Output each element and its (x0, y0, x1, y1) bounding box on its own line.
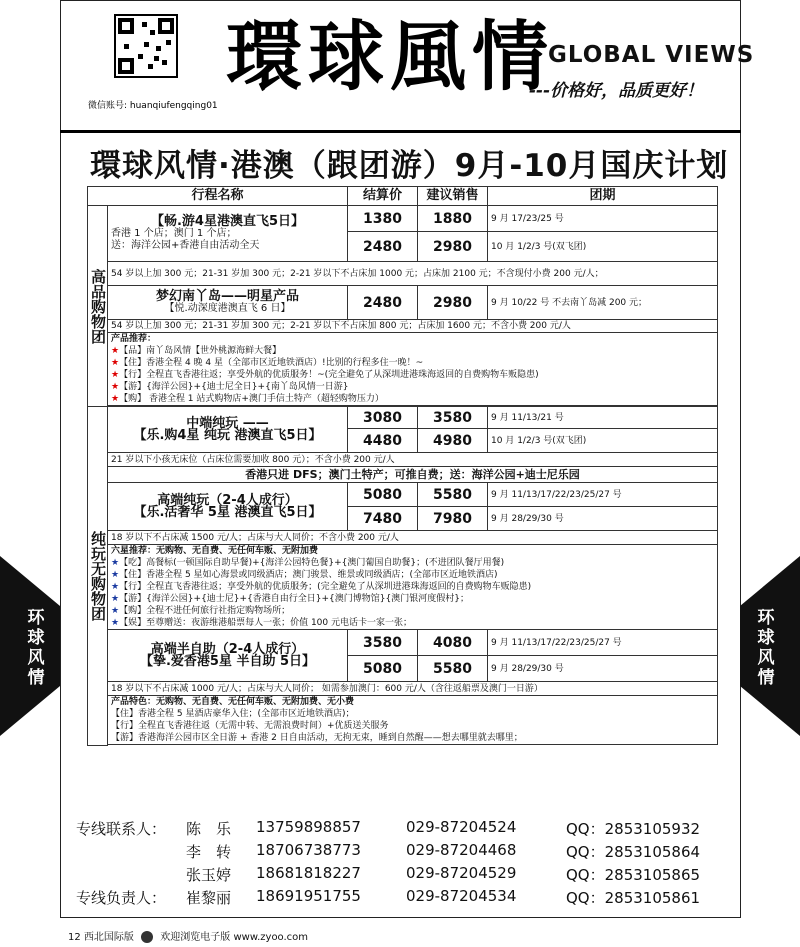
contact-role: 专线负责人： (76, 889, 167, 907)
tour-dates: 9 月 11/13/17/22/23/25/27 号 (488, 483, 718, 507)
page-footer (68, 928, 308, 943)
contact-qq[interactable]: QQ：2853105865 (566, 866, 701, 884)
tour-dates: 9 月 10/22 号 不去南丫岛减 200 元； (488, 286, 718, 320)
contact-phone[interactable]: 029-87204534 (406, 887, 517, 905)
retail-price: 3580 (418, 407, 488, 429)
tour-dates: 9 月 17/23/25 号 (488, 206, 718, 232)
feature-heading: 产品推荐： (111, 334, 157, 344)
feature-item: 【游】{海洋公园}+{迪士尼}+{香港自由行全日}+{澳门博物馆}{澳门银河度假村}； (119, 594, 469, 604)
tour-dates: 9 月 28/29/30 号 (488, 656, 718, 682)
feature-item: 【行】全程直飞香港往返；享受外航的优质服务；(完全避免了从深圳进港珠海返回的自费购物车贩隐患) (119, 582, 532, 592)
col-header-name: 行程名称 (88, 187, 348, 206)
table-row (88, 682, 718, 696)
contact-phone[interactable]: 029-87204524 (406, 818, 517, 836)
contact-mobile[interactable]: 18691951755 (256, 887, 361, 905)
table-row (88, 262, 718, 286)
feature-item: 【行】全程直飞香港往返（无需中转、无需浪费时间）+优质送关服务 (111, 721, 389, 731)
contact-role: 专线联系人： (76, 820, 167, 838)
product-name-cell (108, 483, 348, 531)
col-header-settle: 结算价 (348, 187, 418, 206)
table-row (88, 483, 718, 507)
table-header-row (88, 187, 718, 206)
product-name: 梦幻南丫岛——明星产品 (156, 288, 300, 304)
feature-item: 【游】{海洋公园}+{迪士尼全日}+{南丫岛风情一日游} (119, 382, 349, 392)
price-note: 54 岁以上加 300 元；21-31 岁加 300 元；2-21 岁以下不占床加 1000 元；占床加 2100 元；不含现付小费 200 元/人； (108, 262, 718, 286)
col-header-retail: 建议销售 (418, 187, 488, 206)
side-tab-right-text: 环球风情 (757, 608, 775, 688)
tour-dates: 10 月 1/2/3 号(双飞团) (488, 232, 718, 262)
feature-heading: 产品特色：无购物、无自费、无任何车贩、无附加费、无小费 (111, 697, 355, 707)
feature-item: 【行】全程直飞香港往返；享受外航的优质服务！~(完全避免了从深圳进港珠海返回的自费购物车贩隐患) (119, 370, 539, 380)
feature-item: 【住】香港全程 5 星如心海景或同级酒店；澳门骏景、维景或同级酒店；(全部市区近地铁酒店) (119, 570, 498, 580)
table-row (88, 630, 718, 656)
table-row (88, 453, 718, 467)
feature-item: 【住】香港全程 5 星酒店豪华入住；(全部市区近地铁酒店)； (111, 709, 355, 719)
product-name: 【乐.活奢华 5星 港澳直飞5日】 (133, 504, 322, 520)
category-shopping: 高品购物团 (88, 206, 108, 407)
product-name-cell (108, 286, 348, 320)
side-tab-left-text: 环球风情 (27, 608, 45, 688)
brand-english: GLOBAL VIEWS (548, 42, 755, 68)
contact-name: 张玉婷 (186, 866, 232, 884)
contact-phone[interactable]: 029-87204529 (406, 864, 517, 882)
brand-mark-icon (141, 931, 153, 943)
itinerary-table (87, 186, 718, 746)
brand-logo: 環球風情 (226, 12, 554, 101)
feature-item: 【游】香港海洋公园市区全日游 + 香港 2 日自由活动，无拘无束，睡到自然醒——想去哪里就去哪里； (111, 733, 523, 743)
retail-price: 1880 (418, 206, 488, 232)
tour-dates: 9 月 11/13/21 号 (488, 407, 718, 429)
col-header-dates: 团期 (488, 187, 718, 206)
contact-qq[interactable]: QQ：2853105861 (566, 889, 701, 907)
contact-row (76, 841, 726, 864)
route-banner: 香港只进 DFS；澳门土特产；可推自费；送：海洋公园+迪士尼乐园 (108, 467, 718, 483)
contact-name: 李 转 (186, 843, 232, 861)
qr-code[interactable] (114, 14, 178, 78)
tour-dates: 10 月 1/2/3 号(双飞团) (488, 429, 718, 453)
welcome-text[interactable]: 欢迎浏览电子版 www.zyoo.com (160, 932, 309, 943)
wechat-account: 微信账号: huanqiufengqing01 (88, 101, 218, 111)
contact-name: 陈 乐 (186, 820, 232, 838)
feature-item: 【住】香港全程 4 晚 4 星（全部市区近地铁酒店）!比别的行程多住一晚！~ (119, 358, 424, 368)
product-features (108, 696, 718, 745)
retail-price: 4980 (418, 429, 488, 453)
page-number: 12 (68, 932, 81, 943)
table-row (88, 531, 718, 545)
product-detail: 香港 1 个店；澳门 1 个店； (111, 227, 237, 239)
settle-price: 3080 (348, 407, 418, 429)
retail-price: 5580 (418, 483, 488, 507)
retail-price: 2980 (418, 232, 488, 262)
contact-qq[interactable]: QQ：2853105864 (566, 843, 701, 861)
feature-heading: 六星推荐：无购物、无自费、无任何车贩、无附加费 (111, 546, 319, 556)
product-name: 【乐.购4星 纯玩 港澳直飞5日】 (133, 427, 322, 443)
retail-price: 7980 (418, 507, 488, 531)
contact-phone[interactable]: 029-87204468 (406, 841, 517, 859)
tour-dates: 9 月 11/13/17/22/23/25/27 号 (488, 630, 718, 656)
page-title: 環球风情·港澳（跟团游）9月-10月国庆计划 (90, 148, 729, 184)
contact-mobile[interactable]: 13759898857 (256, 818, 361, 836)
contact-row (76, 887, 726, 910)
product-name-cell (108, 630, 348, 682)
table-row (88, 286, 718, 320)
contact-row (76, 818, 726, 841)
product-detail: 送：海洋公园+香港自由活动全天 (111, 239, 260, 251)
product-name-cell (108, 206, 348, 262)
product-detail: 【悦.动深度港澳直飞 6 日】 (164, 302, 291, 314)
contact-qq[interactable]: QQ：2853105932 (566, 820, 701, 838)
table-row (88, 545, 718, 630)
tour-dates: 9 月 28/29/30 号 (488, 507, 718, 531)
table-row (88, 467, 718, 483)
product-name: 【畅.游4星港澳直飞5日】 (150, 213, 305, 229)
table-row (88, 696, 718, 745)
settle-price: 7480 (348, 507, 418, 531)
feature-item: 【品】南丫岛风情【世外桃源海鲜大餐】 (119, 346, 282, 356)
settle-price: 2480 (348, 286, 418, 320)
product-name: 高端纯玩（2-4人成行） (157, 492, 298, 508)
product-name: 高端半自助（2-4人成行） (150, 641, 305, 657)
product-name: 中端纯玩 —— (186, 415, 269, 431)
retail-price: 4080 (418, 630, 488, 656)
contact-mobile[interactable]: 18681818227 (256, 864, 361, 882)
table-row (88, 333, 718, 406)
settle-price: 2480 (348, 232, 418, 262)
settle-price: 4480 (348, 429, 418, 453)
settle-price: 3580 (348, 630, 418, 656)
table-row (88, 206, 718, 232)
six-star-recommend: 六星推荐：无购物、无自费、无任何车贩、无附加费 ★【吃】高餐标(一顿国际自助早餐)+{海洋公园特色餐}+{澳门葡国自助餐}；(不进团队餐厅用餐) ★【住】香港全程 5 星如心海景或同级酒店；澳门骏景、维景或同级酒店；(全部市区近地铁酒店) ★【行】全程直飞香港往返；享受外航的优质服务；(完全避免了从深圳进港珠海返回的自费购物车贩隐患) ★【游】{海洋公园}+{迪士尼}+{香港自由行全日}+{澳门博物馆}{澳门银河度假村}； ★【购】全程不进任何旅行社指定购物场所； ★【娱】至尊赠送：夜游维港船票每人一张；价值 100 元电话卡一家一张； (108, 545, 718, 630)
slogan: ---价格好，品质更好！ (529, 81, 704, 101)
feature-item: 【吃】高餐标(一顿国际自助早餐)+{海洋公园特色餐}+{澳门葡国自助餐}；(不进团队餐厅用餐) (119, 558, 505, 568)
product-name: 【挚.爱香港5星 半自助 5日】 (139, 653, 316, 669)
feature-item: 【购】全程不进任何旅行社指定购物场所； (119, 606, 291, 616)
feature-item: 【娱】至尊赠送：夜游维港船票每人一张；价值 100 元电话卡一家一张； (119, 618, 412, 628)
settle-price: 5080 (348, 656, 418, 682)
contact-list (76, 818, 726, 910)
header-divider (60, 130, 741, 133)
table-row (88, 320, 718, 333)
settle-price: 5080 (348, 483, 418, 507)
table-row (88, 407, 718, 429)
category-pure: 纯玩无购物团 (88, 407, 108, 746)
price-note: 54 岁以上加 300 元；21-31 岁加 300 元；2-21 岁以下不占床加 800 元；占床加 1600 元；不含小费 200 元/人 (108, 320, 718, 333)
settle-price: 1380 (348, 206, 418, 232)
price-note: 18 岁以下不占床减 1000 元/人；占床与大人同价； 如需参加澳门：600 元/人（含往返船票及澳门一日游） (108, 682, 718, 696)
contact-mobile[interactable]: 18706738773 (256, 841, 361, 859)
side-tab-left (0, 556, 60, 736)
retail-price: 5580 (418, 656, 488, 682)
price-note: 21 岁以下小孩无床位（占床位需要加收 800 元）；不含小费 200 元/人 (108, 453, 718, 467)
side-tab-right (740, 556, 800, 736)
price-note: 18 岁以下不占床减 1500 元/人；占床与大人同价；不含小费 200 元/人 (108, 531, 718, 545)
retail-price: 2980 (418, 286, 488, 320)
contact-row (76, 864, 726, 887)
product-name-cell (108, 407, 348, 453)
contact-name: 崔黎丽 (186, 889, 232, 907)
product-recommend: 产品推荐： ★【品】南丫岛风情【世外桃源海鲜大餐】 ★【住】香港全程 4 晚 4 星（全部市区近地铁酒店）!比别的行程多住一晚！~ ★【行】全程直飞香港往返；享受外航的优质服务！~(完全避免了从深圳进港珠海返回的自费购物车贩隐患) ★【游】{海洋公园}+{迪士尼全日}+{南丫岛风情一日游} ★【购】 香港全程 1 站式购物店+澳门手信土特产（超轻购物压力） (108, 333, 718, 406)
edition-label: 西北国际版 (83, 932, 134, 943)
feature-item: 【购】 香港全程 1 站式购物店+澳门手信土特产（超轻购物压力） (119, 394, 384, 404)
